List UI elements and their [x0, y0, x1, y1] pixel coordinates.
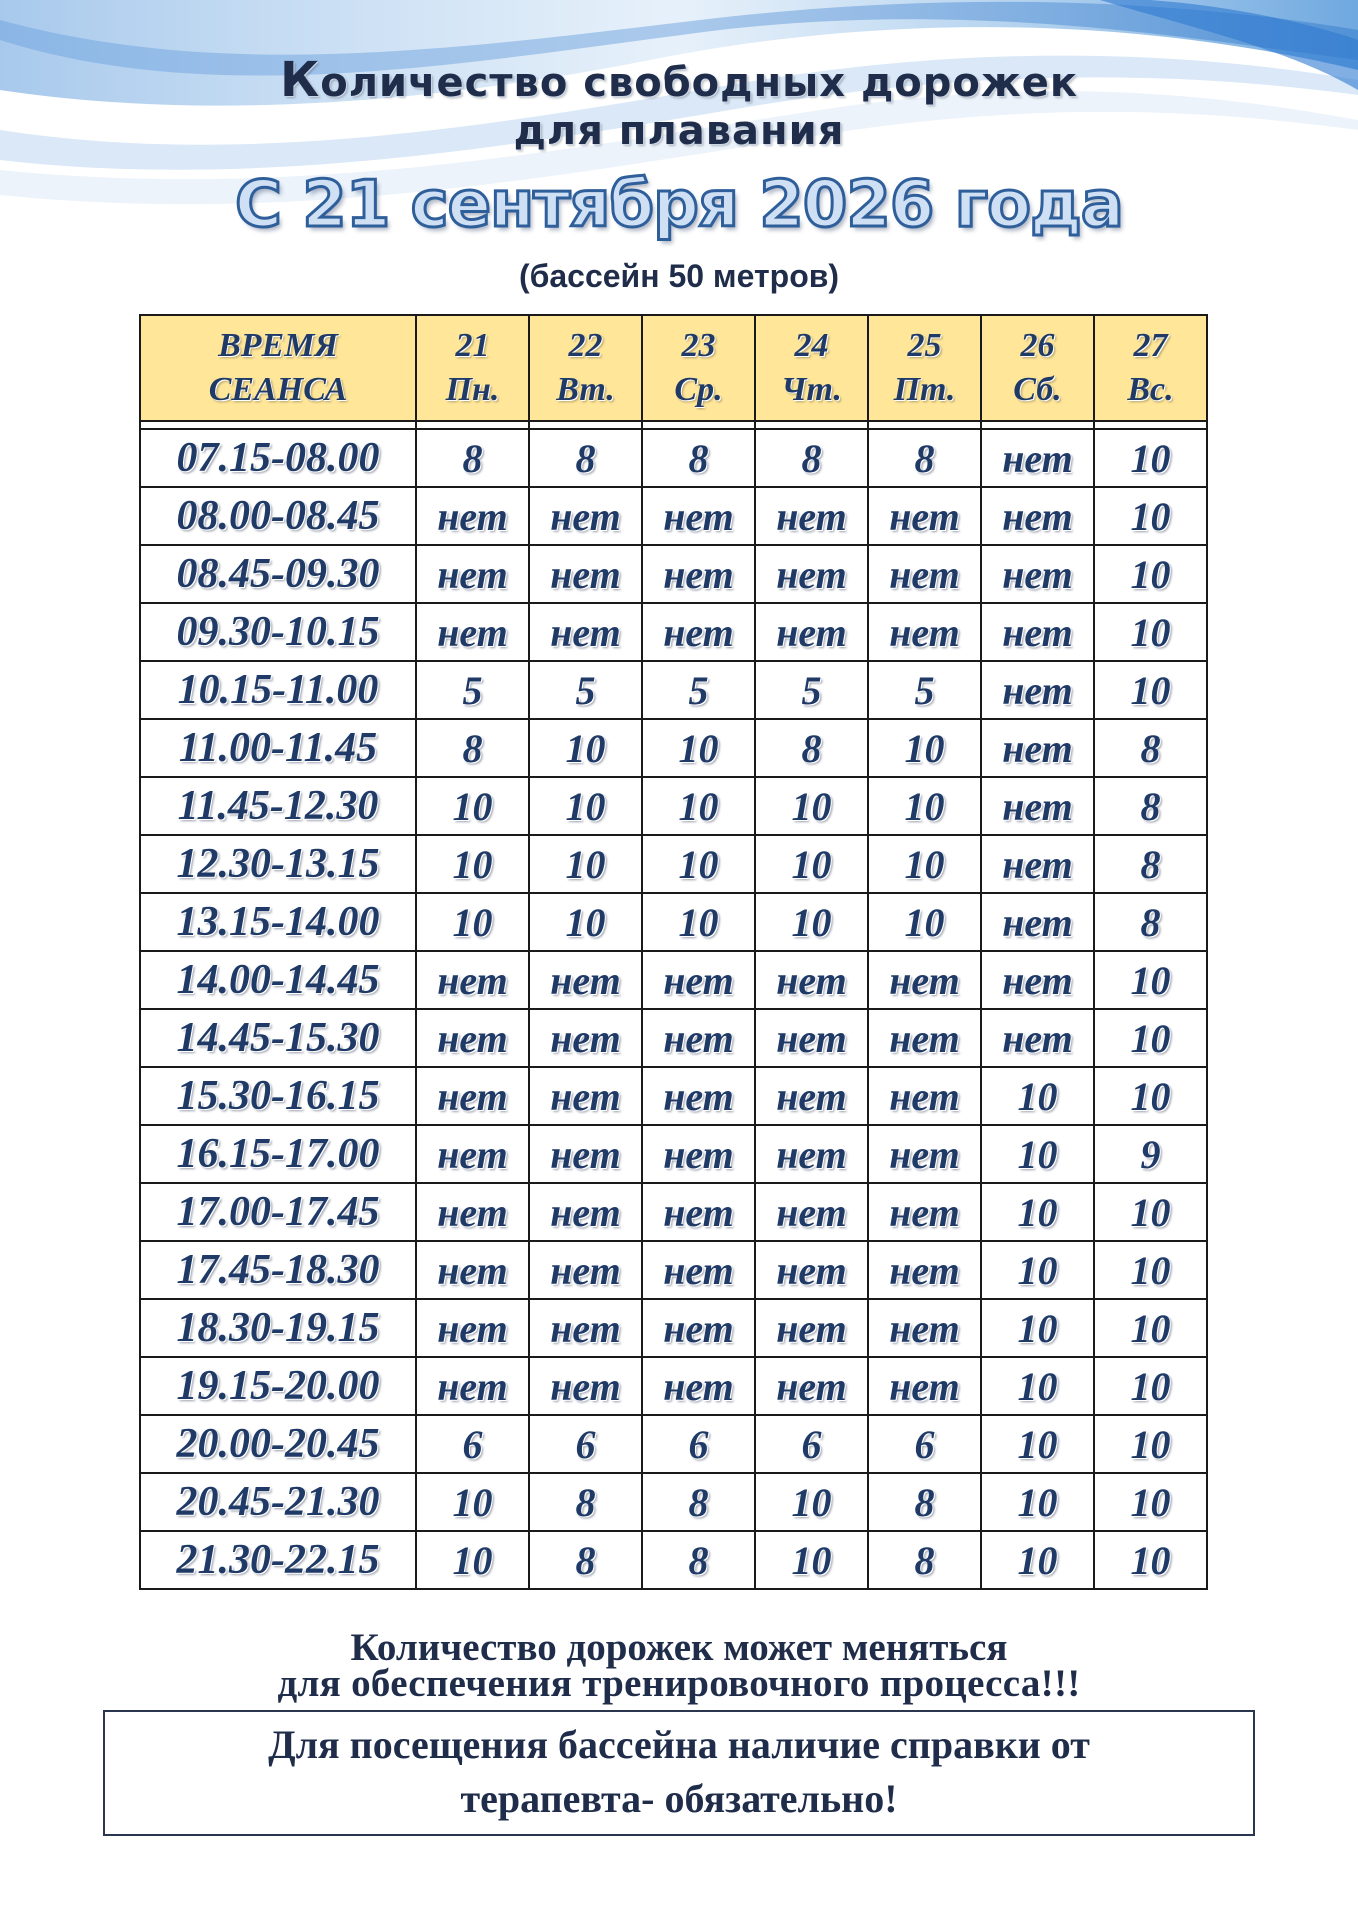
page-subtitle: для плавания	[513, 108, 845, 154]
lanes-count-cell: 10	[755, 1473, 868, 1531]
lanes-count-cell: нет	[868, 1299, 981, 1357]
session-time-cell: 14.00-14.45	[140, 951, 416, 1009]
lanes-count-cell: 10	[1094, 1009, 1207, 1067]
lanes-count-cell: 10	[416, 777, 529, 835]
session-time-cell: 10.15-11.00	[140, 661, 416, 719]
lanes-count-cell: нет	[529, 951, 642, 1009]
table-row	[140, 893, 1207, 951]
table-row	[140, 661, 1207, 719]
lanes-count-cell: 8	[868, 1531, 981, 1589]
session-time-cell: 07.15-08.00	[140, 429, 416, 487]
lanes-count-cell: нет	[755, 951, 868, 1009]
lanes-count-cell: нет	[868, 603, 981, 661]
lanes-count-cell: нет	[755, 603, 868, 661]
lanes-count-cell: 8	[868, 1473, 981, 1531]
lanes-count-cell: нет	[529, 1357, 642, 1415]
time-header-line2: СЕАНСА	[208, 371, 348, 408]
lanes-count-cell: 9	[1094, 1125, 1207, 1183]
lanes-count-cell: 10	[755, 1531, 868, 1589]
notice-line1: Для посещения бассейна наличие справки от	[268, 1722, 1090, 1767]
day-weekday: Ср.	[674, 371, 723, 408]
lanes-count-cell: нет	[642, 951, 755, 1009]
lanes-change-note	[0, 1626, 1358, 1705]
lanes-count-cell: нет	[416, 1125, 529, 1183]
lanes-count-cell: нет	[529, 1241, 642, 1299]
lanes-count-cell: 10	[868, 893, 981, 951]
session-time-cell: 18.30-19.15	[140, 1299, 416, 1357]
lanes-count-cell: нет	[868, 951, 981, 1009]
lanes-count-cell: нет	[868, 1241, 981, 1299]
session-time-cell: 08.00-08.45	[140, 487, 416, 545]
day-weekday: Сб.	[1013, 371, 1062, 408]
lanes-count-cell: 10	[868, 719, 981, 777]
lanes-count-cell: 10	[529, 719, 642, 777]
lanes-count-cell: 8	[416, 429, 529, 487]
lanes-count-cell: 10	[981, 1415, 1094, 1473]
lanes-count-cell: нет	[416, 545, 529, 603]
lanes-count-cell: 10	[868, 835, 981, 893]
lanes-count-cell: нет	[755, 1125, 868, 1183]
day-weekday: Пн.	[445, 371, 500, 408]
session-time-cell: 16.15-17.00	[140, 1125, 416, 1183]
lanes-count-cell: 10	[1094, 951, 1207, 1009]
lanes-count-cell: 10	[981, 1067, 1094, 1125]
table-row	[140, 1357, 1207, 1415]
table-row	[140, 1531, 1207, 1589]
lanes-count-cell: нет	[981, 661, 1094, 719]
day-date: 26	[1020, 327, 1055, 364]
session-time-cell: 21.30-22.15	[140, 1531, 416, 1589]
lanes-count-cell: 10	[529, 893, 642, 951]
lanes-count-cell: нет	[416, 1357, 529, 1415]
lanes-count-cell: 10	[1094, 1299, 1207, 1357]
lanes-count-cell: нет	[642, 545, 755, 603]
table-row	[140, 1067, 1207, 1125]
lanes-count-cell: 10	[642, 835, 755, 893]
lanes-count-cell: нет	[529, 1009, 642, 1067]
lanes-count-cell: нет	[416, 1009, 529, 1067]
lanes-count-cell: нет	[981, 835, 1094, 893]
table-row	[140, 1299, 1207, 1357]
day-date: 23	[681, 327, 716, 364]
lanes-count-cell: нет	[981, 545, 1094, 603]
note-line2: для обеспечения тренировочного процесса!!!	[277, 1662, 1081, 1705]
session-time-cell: 09.30-10.15	[140, 603, 416, 661]
lanes-count-cell: 10	[1094, 545, 1207, 603]
session-time-cell: 14.45-15.30	[140, 1009, 416, 1067]
lanes-count-cell: 10	[1094, 1241, 1207, 1299]
day-weekday: Чт.	[781, 371, 842, 408]
title-initial: К	[280, 52, 321, 108]
lanes-count-cell: 10	[642, 719, 755, 777]
lanes-count-cell: 10	[416, 1473, 529, 1531]
lanes-count-cell: нет	[981, 777, 1094, 835]
date-title: С 21 сентября 2026 года	[235, 168, 1123, 242]
table-row	[140, 545, 1207, 603]
lanes-count-cell: 8	[642, 1531, 755, 1589]
lanes-count-cell: 8	[868, 429, 981, 487]
session-time-cell: 11.00-11.45	[140, 719, 416, 777]
lanes-count-cell: нет	[981, 603, 1094, 661]
session-time-cell: 20.00-20.45	[140, 1415, 416, 1473]
lanes-count-cell: нет	[529, 1067, 642, 1125]
lanes-count-cell: нет	[868, 487, 981, 545]
lanes-count-cell: 10	[1094, 1473, 1207, 1531]
table-row	[140, 777, 1207, 835]
day-header	[981, 315, 1094, 421]
lanes-count-cell: нет	[981, 429, 1094, 487]
table-row	[140, 1473, 1207, 1531]
schedule-body	[140, 429, 1207, 1589]
lanes-count-cell: нет	[642, 1357, 755, 1415]
day-date: 22	[568, 327, 603, 364]
lanes-count-cell: 10	[642, 777, 755, 835]
notice-line2: терапевта- обязательно!	[460, 1776, 898, 1821]
lanes-count-cell: нет	[642, 1183, 755, 1241]
lanes-count-cell: нет	[642, 1125, 755, 1183]
lanes-count-cell: 10	[981, 1183, 1094, 1241]
lanes-count-cell: нет	[642, 1299, 755, 1357]
medical-certificate-notice	[103, 1710, 1255, 1836]
day-header	[529, 315, 642, 421]
lanes-count-cell: 10	[868, 777, 981, 835]
lanes-count-cell: 10	[981, 1299, 1094, 1357]
lanes-count-cell: 5	[529, 661, 642, 719]
lanes-count-cell: 6	[529, 1415, 642, 1473]
lanes-count-cell: нет	[642, 603, 755, 661]
lanes-count-cell: 10	[416, 1531, 529, 1589]
lanes-count-cell: нет	[755, 1357, 868, 1415]
lanes-count-cell: нет	[868, 1009, 981, 1067]
lanes-count-cell: нет	[868, 1125, 981, 1183]
lanes-count-cell: 10	[642, 893, 755, 951]
lanes-count-cell: 6	[642, 1415, 755, 1473]
header-gap	[140, 421, 1207, 429]
lanes-count-cell: 10	[1094, 1357, 1207, 1415]
lanes-count-cell: 6	[868, 1415, 981, 1473]
lanes-count-cell: нет	[981, 1009, 1094, 1067]
day-header	[1094, 315, 1207, 421]
day-weekday: Вс.	[1127, 371, 1174, 408]
day-date: 27	[1133, 327, 1168, 364]
lanes-count-cell: 8	[755, 429, 868, 487]
lanes-count-cell: 10	[1094, 603, 1207, 661]
lanes-count-cell: 5	[642, 661, 755, 719]
day-header	[755, 315, 868, 421]
lanes-count-cell: 8	[1094, 719, 1207, 777]
lanes-count-cell: 8	[529, 1473, 642, 1531]
table-row	[140, 951, 1207, 1009]
lanes-count-cell: 10	[1094, 1067, 1207, 1125]
table-header-row	[140, 315, 1207, 421]
table-row	[140, 719, 1207, 777]
note-line1: Количество дорожек может меняться	[350, 1626, 1008, 1669]
lanes-count-cell: 10	[1094, 661, 1207, 719]
lanes-count-cell: нет	[755, 1241, 868, 1299]
day-header	[868, 315, 981, 421]
lanes-count-cell: нет	[755, 545, 868, 603]
lanes-count-cell: 10	[755, 893, 868, 951]
lanes-count-cell: нет	[642, 1241, 755, 1299]
lanes-count-cell: 8	[1094, 835, 1207, 893]
lanes-count-cell: 10	[416, 835, 529, 893]
table-row	[140, 429, 1207, 487]
lanes-count-cell: нет	[529, 603, 642, 661]
session-time-cell: 17.00-17.45	[140, 1183, 416, 1241]
lanes-count-cell: нет	[642, 1009, 755, 1067]
lanes-count-cell: 8	[529, 1531, 642, 1589]
day-date: 24	[794, 327, 829, 364]
lanes-count-cell: 5	[416, 661, 529, 719]
lanes-count-cell: 10	[1094, 429, 1207, 487]
lanes-count-cell: нет	[529, 545, 642, 603]
lanes-count-cell: 10	[981, 1531, 1094, 1589]
day-weekday: Вт.	[556, 371, 615, 408]
table-row	[140, 1183, 1207, 1241]
lanes-count-cell: 10	[416, 893, 529, 951]
day-header	[416, 315, 529, 421]
session-time-cell: 17.45-18.30	[140, 1241, 416, 1299]
day-date: 21	[455, 327, 490, 364]
lanes-count-cell: нет	[529, 1299, 642, 1357]
page-title	[0, 52, 1358, 108]
lanes-count-cell: нет	[755, 487, 868, 545]
lanes-count-cell: нет	[981, 893, 1094, 951]
lanes-count-cell: нет	[868, 1183, 981, 1241]
time-header-line1: ВРЕМЯ	[218, 327, 338, 364]
session-time-cell: 08.45-09.30	[140, 545, 416, 603]
session-time-cell: 13.15-14.00	[140, 893, 416, 951]
lanes-count-cell: 6	[416, 1415, 529, 1473]
lanes-count-cell: 10	[755, 835, 868, 893]
lanes-schedule-table	[139, 314, 1208, 1590]
lanes-count-cell: нет	[755, 1299, 868, 1357]
lanes-count-cell: 8	[416, 719, 529, 777]
table-row	[140, 487, 1207, 545]
lanes-count-cell: 10	[1094, 1183, 1207, 1241]
table-row	[140, 1009, 1207, 1067]
pool-note: (бассейн 50 метров)	[518, 258, 840, 294]
session-time-cell: 19.15-20.00	[140, 1357, 416, 1415]
lanes-count-cell: 10	[981, 1357, 1094, 1415]
lanes-count-cell: 10	[981, 1473, 1094, 1531]
lanes-count-cell: 10	[529, 777, 642, 835]
lanes-count-cell: 5	[755, 661, 868, 719]
session-time-cell: 11.45-12.30	[140, 777, 416, 835]
table-row	[140, 603, 1207, 661]
lanes-count-cell: нет	[868, 1067, 981, 1125]
lanes-count-cell: 10	[1094, 487, 1207, 545]
lanes-count-cell: нет	[755, 1067, 868, 1125]
lanes-count-cell: нет	[981, 487, 1094, 545]
lanes-count-cell: нет	[529, 487, 642, 545]
lanes-count-cell: нет	[529, 1183, 642, 1241]
table-row	[140, 1415, 1207, 1473]
title-rest: оличество свободных дорожек	[320, 60, 1078, 106]
lanes-count-cell: нет	[416, 951, 529, 1009]
lanes-count-cell: нет	[416, 1241, 529, 1299]
table-row	[140, 835, 1207, 893]
session-time-cell: 15.30-16.15	[140, 1067, 416, 1125]
lanes-count-cell: нет	[416, 1299, 529, 1357]
lanes-count-cell: 8	[1094, 777, 1207, 835]
day-weekday: Пт.	[893, 371, 956, 408]
lanes-count-cell: 8	[755, 719, 868, 777]
time-column-header	[140, 315, 416, 421]
lanes-count-cell: нет	[416, 1067, 529, 1125]
lanes-count-cell: 8	[642, 429, 755, 487]
lanes-count-cell: нет	[642, 487, 755, 545]
lanes-count-cell: нет	[642, 1067, 755, 1125]
lanes-count-cell: 8	[642, 1473, 755, 1531]
table-row	[140, 1125, 1207, 1183]
day-date: 25	[907, 327, 942, 364]
lanes-count-cell: 10	[529, 835, 642, 893]
lanes-count-cell: нет	[755, 1009, 868, 1067]
lanes-count-cell: нет	[755, 1183, 868, 1241]
lanes-count-cell: 6	[755, 1415, 868, 1473]
lanes-count-cell: 10	[755, 777, 868, 835]
lanes-count-cell: 10	[981, 1241, 1094, 1299]
lanes-count-cell: 10	[1094, 1531, 1207, 1589]
lanes-count-cell: 10	[1094, 1415, 1207, 1473]
lanes-count-cell: нет	[868, 1357, 981, 1415]
lanes-count-cell: 5	[868, 661, 981, 719]
session-time-cell: 20.45-21.30	[140, 1473, 416, 1531]
lanes-count-cell: нет	[868, 545, 981, 603]
table-row	[140, 1241, 1207, 1299]
session-time-cell: 12.30-13.15	[140, 835, 416, 893]
lanes-count-cell: нет	[416, 1183, 529, 1241]
lanes-count-cell: 8	[1094, 893, 1207, 951]
lanes-count-cell: нет	[981, 719, 1094, 777]
lanes-count-cell: 10	[981, 1125, 1094, 1183]
lanes-count-cell: нет	[981, 951, 1094, 1009]
lanes-count-cell: нет	[416, 603, 529, 661]
lanes-count-cell: нет	[529, 1125, 642, 1183]
day-header	[642, 315, 755, 421]
lanes-count-cell: 8	[529, 429, 642, 487]
lanes-count-cell: нет	[416, 487, 529, 545]
